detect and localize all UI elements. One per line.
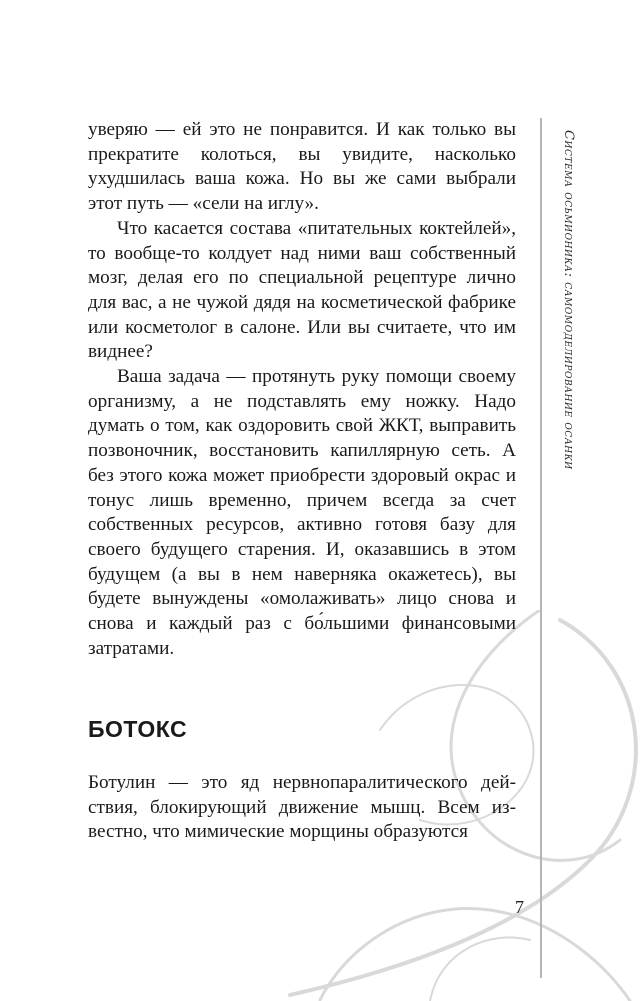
right-margin-rule [540, 118, 542, 978]
paragraph: уверяю — ей это не понравится. И как только вы прекратите колоться, вы увидите, насколько ухудшилась ваша кожа. Но вы же сами выбрали этот путь — «сели на иглу». [88, 119, 516, 215]
paragraph: Ваша задача — протянуть руку помощи своему организму, а не подставлять ему ножку. Надо думать о том, как оздоровить свой ЖКТ, выправить позвоночник, восстановить капиллярную сеть. А без этого кожа может приобрести здоровый окрас и тонус лишь временно, причем всегда за счет собственных ресурсов, активно готовя базу для своего будущего старения. И, оказавшись в этом будущем (а вы в нем наверняка окажетесь), вы будете вынуждены «омолаживать» лицо снова и снова и каждый раз с бо́льшими финансовыми затратами. [88, 366, 516, 659]
paragraph: Ботулин — это яд нервнопаралитического действия, блокирующий движение мышц. Всем известно, что мимические морщины образуются [88, 772, 516, 843]
paragraph: Что касается состава «питательных коктейлей», то вообще-то колдует над ними ваш собственный мозг, делая его по специальной рецептуре лично для вас, а не чужой дядя на косметической фабрике или косметолог в салоне. Или вы считаете, что им виднее? [88, 217, 516, 363]
body-text [88, 118, 516, 661]
ornament-curve-5 [430, 938, 530, 1001]
running-title: Система осьмионика: самомоделирование осанки [561, 130, 576, 470]
ornament-curve-3 [320, 908, 630, 1001]
section-text [88, 771, 516, 845]
page-number: 7 [515, 897, 524, 917]
section-heading: БОТОКС [88, 716, 188, 742]
